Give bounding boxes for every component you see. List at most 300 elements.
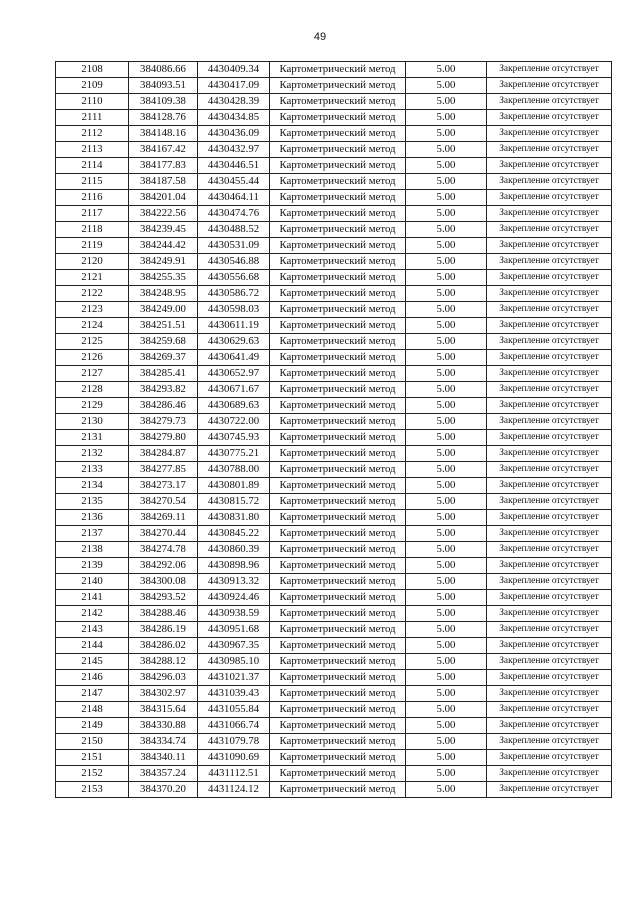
y-coordinate-cell: 4430689.63 bbox=[198, 398, 270, 414]
precision-cell: 5.00 bbox=[406, 174, 487, 190]
y-coordinate-cell: 4430898.96 bbox=[198, 558, 270, 574]
point-number-cell: 2124 bbox=[56, 318, 129, 334]
point-number-cell: 2151 bbox=[56, 750, 129, 766]
precision-cell: 5.00 bbox=[406, 110, 487, 126]
fixation-cell: Закрепление отсутствует bbox=[487, 286, 612, 302]
table-row bbox=[56, 510, 612, 526]
x-coordinate-cell: 384093.51 bbox=[129, 78, 198, 94]
method-cell: Картометрический метод bbox=[270, 190, 406, 206]
method-cell: Картометрический метод bbox=[270, 366, 406, 382]
x-coordinate-cell: 384248.95 bbox=[129, 286, 198, 302]
method-cell: Картометрический метод bbox=[270, 686, 406, 702]
table-row bbox=[56, 158, 612, 174]
table-row bbox=[56, 686, 612, 702]
table-row bbox=[56, 654, 612, 670]
y-coordinate-cell: 4430641.49 bbox=[198, 350, 270, 366]
table-row bbox=[56, 238, 612, 254]
y-coordinate-cell: 4430985.10 bbox=[198, 654, 270, 670]
method-cell: Картометрический метод bbox=[270, 110, 406, 126]
y-coordinate-cell: 4430598.03 bbox=[198, 302, 270, 318]
point-number-cell: 2143 bbox=[56, 622, 129, 638]
point-number-cell: 2145 bbox=[56, 654, 129, 670]
fixation-cell: Закрепление отсутствует bbox=[487, 574, 612, 590]
y-coordinate-cell: 4430586.72 bbox=[198, 286, 270, 302]
x-coordinate-cell: 384269.37 bbox=[129, 350, 198, 366]
x-coordinate-cell: 384167.42 bbox=[129, 142, 198, 158]
table-row bbox=[56, 526, 612, 542]
method-cell: Картометрический метод bbox=[270, 558, 406, 574]
table-row bbox=[56, 254, 612, 270]
method-cell: Картометрический метод bbox=[270, 238, 406, 254]
y-coordinate-cell: 4430455.44 bbox=[198, 174, 270, 190]
point-number-cell: 2148 bbox=[56, 702, 129, 718]
coordinates-table bbox=[55, 61, 612, 798]
precision-cell: 5.00 bbox=[406, 494, 487, 510]
point-number-cell: 2123 bbox=[56, 302, 129, 318]
fixation-cell: Закрепление отсутствует bbox=[487, 702, 612, 718]
method-cell: Картометрический метод bbox=[270, 430, 406, 446]
fixation-cell: Закрепление отсутствует bbox=[487, 494, 612, 510]
x-coordinate-cell: 384177.83 bbox=[129, 158, 198, 174]
method-cell: Картометрический метод bbox=[270, 734, 406, 750]
point-number-cell: 2134 bbox=[56, 478, 129, 494]
point-number-cell: 2108 bbox=[56, 62, 129, 78]
y-coordinate-cell: 4430951.68 bbox=[198, 622, 270, 638]
table-row bbox=[56, 222, 612, 238]
y-coordinate-cell: 4430432.97 bbox=[198, 142, 270, 158]
method-cell: Картометрический метод bbox=[270, 62, 406, 78]
fixation-cell: Закрепление отсутствует bbox=[487, 686, 612, 702]
point-number-cell: 2112 bbox=[56, 126, 129, 142]
page-number: 49 bbox=[313, 31, 327, 43]
precision-cell: 5.00 bbox=[406, 366, 487, 382]
fixation-cell: Закрепление отсутствует bbox=[487, 606, 612, 622]
point-number-cell: 2125 bbox=[56, 334, 129, 350]
point-number-cell: 2114 bbox=[56, 158, 129, 174]
fixation-cell: Закрепление отсутствует bbox=[487, 638, 612, 654]
table-row bbox=[56, 702, 612, 718]
method-cell: Картометрический метод bbox=[270, 94, 406, 110]
precision-cell: 5.00 bbox=[406, 94, 487, 110]
method-cell: Картометрический метод bbox=[270, 718, 406, 734]
method-cell: Картометрический метод bbox=[270, 654, 406, 670]
point-number-cell: 2139 bbox=[56, 558, 129, 574]
x-coordinate-cell: 384292.06 bbox=[129, 558, 198, 574]
method-cell: Картометрический метод bbox=[270, 542, 406, 558]
precision-cell: 5.00 bbox=[406, 718, 487, 734]
y-coordinate-cell: 4430967.35 bbox=[198, 638, 270, 654]
precision-cell: 5.00 bbox=[406, 478, 487, 494]
point-number-cell: 2144 bbox=[56, 638, 129, 654]
point-number-cell: 2136 bbox=[56, 510, 129, 526]
method-cell: Картометрический метод bbox=[270, 334, 406, 350]
fixation-cell: Закрепление отсутствует bbox=[487, 94, 612, 110]
point-number-cell: 2109 bbox=[56, 78, 129, 94]
y-coordinate-cell: 4430652.97 bbox=[198, 366, 270, 382]
y-coordinate-cell: 4430546.88 bbox=[198, 254, 270, 270]
table-row bbox=[56, 206, 612, 222]
method-cell: Картометрический метод bbox=[270, 414, 406, 430]
y-coordinate-cell: 4431021.37 bbox=[198, 670, 270, 686]
y-coordinate-cell: 4431112.51 bbox=[198, 766, 270, 782]
fixation-cell: Закрепление отсутствует bbox=[487, 558, 612, 574]
x-coordinate-cell: 384274.78 bbox=[129, 542, 198, 558]
table-row bbox=[56, 622, 612, 638]
point-number-cell: 2120 bbox=[56, 254, 129, 270]
y-coordinate-cell: 4430474.76 bbox=[198, 206, 270, 222]
fixation-cell: Закрепление отсутствует bbox=[487, 478, 612, 494]
x-coordinate-cell: 384279.73 bbox=[129, 414, 198, 430]
fixation-cell: Закрепление отсутствует bbox=[487, 542, 612, 558]
precision-cell: 5.00 bbox=[406, 62, 487, 78]
precision-cell: 5.00 bbox=[406, 206, 487, 222]
point-number-cell: 2127 bbox=[56, 366, 129, 382]
precision-cell: 5.00 bbox=[406, 318, 487, 334]
point-number-cell: 2129 bbox=[56, 398, 129, 414]
table-row bbox=[56, 430, 612, 446]
x-coordinate-cell: 384270.44 bbox=[129, 526, 198, 542]
table-row bbox=[56, 462, 612, 478]
x-coordinate-cell: 384279.80 bbox=[129, 430, 198, 446]
table-row bbox=[56, 142, 612, 158]
method-cell: Картометрический метод bbox=[270, 510, 406, 526]
x-coordinate-cell: 384249.00 bbox=[129, 302, 198, 318]
method-cell: Картометрический метод bbox=[270, 590, 406, 606]
point-number-cell: 2111 bbox=[56, 110, 129, 126]
table-row bbox=[56, 574, 612, 590]
table-row bbox=[56, 542, 612, 558]
method-cell: Картометрический метод bbox=[270, 670, 406, 686]
precision-cell: 5.00 bbox=[406, 750, 487, 766]
y-coordinate-cell: 4430556.68 bbox=[198, 270, 270, 286]
x-coordinate-cell: 384128.76 bbox=[129, 110, 198, 126]
point-number-cell: 2115 bbox=[56, 174, 129, 190]
table-row bbox=[56, 718, 612, 734]
table-row bbox=[56, 270, 612, 286]
precision-cell: 5.00 bbox=[406, 782, 487, 798]
x-coordinate-cell: 384284.87 bbox=[129, 446, 198, 462]
y-coordinate-cell: 4430722.00 bbox=[198, 414, 270, 430]
y-coordinate-cell: 4430745.93 bbox=[198, 430, 270, 446]
precision-cell: 5.00 bbox=[406, 238, 487, 254]
y-coordinate-cell: 4430913.32 bbox=[198, 574, 270, 590]
point-number-cell: 2153 bbox=[56, 782, 129, 798]
point-number-cell: 2137 bbox=[56, 526, 129, 542]
x-coordinate-cell: 384109.38 bbox=[129, 94, 198, 110]
fixation-cell: Закрепление отсутствует bbox=[487, 414, 612, 430]
y-coordinate-cell: 4430464.11 bbox=[198, 190, 270, 206]
method-cell: Картометрический метод bbox=[270, 494, 406, 510]
precision-cell: 5.00 bbox=[406, 270, 487, 286]
table-row bbox=[56, 366, 612, 382]
x-coordinate-cell: 384255.35 bbox=[129, 270, 198, 286]
y-coordinate-cell: 4431124.12 bbox=[198, 782, 270, 798]
method-cell: Картометрический метод bbox=[270, 142, 406, 158]
y-coordinate-cell: 4430434.85 bbox=[198, 110, 270, 126]
fixation-cell: Закрепление отсутствует bbox=[487, 254, 612, 270]
y-coordinate-cell: 4430417.09 bbox=[198, 78, 270, 94]
fixation-cell: Закрепление отсутствует bbox=[487, 206, 612, 222]
point-number-cell: 2146 bbox=[56, 670, 129, 686]
point-number-cell: 2141 bbox=[56, 590, 129, 606]
point-number-cell: 2131 bbox=[56, 430, 129, 446]
method-cell: Картометрический метод bbox=[270, 766, 406, 782]
x-coordinate-cell: 384300.08 bbox=[129, 574, 198, 590]
precision-cell: 5.00 bbox=[406, 622, 487, 638]
point-number-cell: 2110 bbox=[56, 94, 129, 110]
table-row bbox=[56, 782, 612, 798]
precision-cell: 5.00 bbox=[406, 574, 487, 590]
y-coordinate-cell: 4430446.51 bbox=[198, 158, 270, 174]
point-number-cell: 2149 bbox=[56, 718, 129, 734]
fixation-cell: Закрепление отсутствует bbox=[487, 238, 612, 254]
y-coordinate-cell: 4430611.19 bbox=[198, 318, 270, 334]
x-coordinate-cell: 384334.74 bbox=[129, 734, 198, 750]
x-coordinate-cell: 384251.51 bbox=[129, 318, 198, 334]
x-coordinate-cell: 384315.64 bbox=[129, 702, 198, 718]
method-cell: Картометрический метод bbox=[270, 78, 406, 94]
table-row bbox=[56, 414, 612, 430]
precision-cell: 5.00 bbox=[406, 286, 487, 302]
point-number-cell: 2142 bbox=[56, 606, 129, 622]
method-cell: Картометрический метод bbox=[270, 478, 406, 494]
method-cell: Картометрический метод bbox=[270, 158, 406, 174]
method-cell: Картометрический метод bbox=[270, 270, 406, 286]
x-coordinate-cell: 384288.12 bbox=[129, 654, 198, 670]
table-row bbox=[56, 286, 612, 302]
y-coordinate-cell: 4430775.21 bbox=[198, 446, 270, 462]
method-cell: Картометрический метод bbox=[270, 254, 406, 270]
y-coordinate-cell: 4430436.09 bbox=[198, 126, 270, 142]
point-number-cell: 2116 bbox=[56, 190, 129, 206]
precision-cell: 5.00 bbox=[406, 638, 487, 654]
y-coordinate-cell: 4430428.39 bbox=[198, 94, 270, 110]
y-coordinate-cell: 4430938.59 bbox=[198, 606, 270, 622]
point-number-cell: 2122 bbox=[56, 286, 129, 302]
x-coordinate-cell: 384340.11 bbox=[129, 750, 198, 766]
x-coordinate-cell: 384187.58 bbox=[129, 174, 198, 190]
fixation-cell: Закрепление отсутствует bbox=[487, 446, 612, 462]
fixation-cell: Закрепление отсутствует bbox=[487, 654, 612, 670]
fixation-cell: Закрепление отсутствует bbox=[487, 350, 612, 366]
precision-cell: 5.00 bbox=[406, 606, 487, 622]
fixation-cell: Закрепление отсутствует bbox=[487, 270, 612, 286]
fixation-cell: Закрепление отсутствует bbox=[487, 510, 612, 526]
x-coordinate-cell: 384148.16 bbox=[129, 126, 198, 142]
precision-cell: 5.00 bbox=[406, 158, 487, 174]
method-cell: Картометрический метод bbox=[270, 574, 406, 590]
y-coordinate-cell: 4430815.72 bbox=[198, 494, 270, 510]
x-coordinate-cell: 384286.46 bbox=[129, 398, 198, 414]
method-cell: Картометрический метод bbox=[270, 526, 406, 542]
precision-cell: 5.00 bbox=[406, 350, 487, 366]
fixation-cell: Закрепление отсутствует bbox=[487, 782, 612, 798]
fixation-cell: Закрепление отсутствует bbox=[487, 222, 612, 238]
method-cell: Картометрический метод bbox=[270, 606, 406, 622]
x-coordinate-cell: 384239.45 bbox=[129, 222, 198, 238]
fixation-cell: Закрепление отсутствует bbox=[487, 462, 612, 478]
fixation-cell: Закрепление отсутствует bbox=[487, 398, 612, 414]
method-cell: Картометрический метод bbox=[270, 622, 406, 638]
precision-cell: 5.00 bbox=[406, 558, 487, 574]
precision-cell: 5.00 bbox=[406, 142, 487, 158]
precision-cell: 5.00 bbox=[406, 670, 487, 686]
x-coordinate-cell: 384370.20 bbox=[129, 782, 198, 798]
precision-cell: 5.00 bbox=[406, 686, 487, 702]
method-cell: Картометрический метод bbox=[270, 782, 406, 798]
x-coordinate-cell: 384330.88 bbox=[129, 718, 198, 734]
fixation-cell: Закрепление отсутствует bbox=[487, 62, 612, 78]
x-coordinate-cell: 384269.11 bbox=[129, 510, 198, 526]
precision-cell: 5.00 bbox=[406, 734, 487, 750]
table-row bbox=[56, 446, 612, 462]
fixation-cell: Закрепление отсутствует bbox=[487, 78, 612, 94]
table-row bbox=[56, 494, 612, 510]
y-coordinate-cell: 4430801.89 bbox=[198, 478, 270, 494]
fixation-cell: Закрепление отсутствует bbox=[487, 622, 612, 638]
method-cell: Картометрический метод bbox=[270, 638, 406, 654]
fixation-cell: Закрепление отсутствует bbox=[487, 190, 612, 206]
y-coordinate-cell: 4430924.46 bbox=[198, 590, 270, 606]
precision-cell: 5.00 bbox=[406, 446, 487, 462]
precision-cell: 5.00 bbox=[406, 302, 487, 318]
table-row bbox=[56, 302, 612, 318]
fixation-cell: Закрепление отсутствует bbox=[487, 430, 612, 446]
fixation-cell: Закрепление отсутствует bbox=[487, 526, 612, 542]
method-cell: Картометрический метод bbox=[270, 222, 406, 238]
y-coordinate-cell: 4431055.84 bbox=[198, 702, 270, 718]
point-number-cell: 2140 bbox=[56, 574, 129, 590]
point-number-cell: 2147 bbox=[56, 686, 129, 702]
coordinates-table-body bbox=[56, 62, 612, 798]
table-row bbox=[56, 558, 612, 574]
x-coordinate-cell: 384286.02 bbox=[129, 638, 198, 654]
y-coordinate-cell: 4430409.34 bbox=[198, 62, 270, 78]
x-coordinate-cell: 384273.17 bbox=[129, 478, 198, 494]
table-row bbox=[56, 766, 612, 782]
fixation-cell: Закрепление отсутствует bbox=[487, 750, 612, 766]
table-row bbox=[56, 606, 612, 622]
precision-cell: 5.00 bbox=[406, 542, 487, 558]
x-coordinate-cell: 384249.91 bbox=[129, 254, 198, 270]
fixation-cell: Закрепление отсутствует bbox=[487, 318, 612, 334]
point-number-cell: 2113 bbox=[56, 142, 129, 158]
x-coordinate-cell: 384302.97 bbox=[129, 686, 198, 702]
fixation-cell: Закрепление отсутствует bbox=[487, 590, 612, 606]
method-cell: Картометрический метод bbox=[270, 702, 406, 718]
table-row bbox=[56, 590, 612, 606]
method-cell: Картометрический метод bbox=[270, 462, 406, 478]
method-cell: Картометрический метод bbox=[270, 750, 406, 766]
table-row bbox=[56, 94, 612, 110]
table-row bbox=[56, 638, 612, 654]
fixation-cell: Закрепление отсутствует bbox=[487, 110, 612, 126]
x-coordinate-cell: 384086.66 bbox=[129, 62, 198, 78]
method-cell: Картометрический метод bbox=[270, 398, 406, 414]
y-coordinate-cell: 4430488.52 bbox=[198, 222, 270, 238]
y-coordinate-cell: 4431079.78 bbox=[198, 734, 270, 750]
table-row bbox=[56, 190, 612, 206]
x-coordinate-cell: 384288.46 bbox=[129, 606, 198, 622]
table-row bbox=[56, 174, 612, 190]
y-coordinate-cell: 4430788.00 bbox=[198, 462, 270, 478]
method-cell: Картометрический метод bbox=[270, 302, 406, 318]
fixation-cell: Закрепление отсутствует bbox=[487, 734, 612, 750]
y-coordinate-cell: 4431090.69 bbox=[198, 750, 270, 766]
point-number-cell: 2130 bbox=[56, 414, 129, 430]
x-coordinate-cell: 384296.03 bbox=[129, 670, 198, 686]
precision-cell: 5.00 bbox=[406, 590, 487, 606]
precision-cell: 5.00 bbox=[406, 78, 487, 94]
fixation-cell: Закрепление отсутствует bbox=[487, 766, 612, 782]
point-number-cell: 2117 bbox=[56, 206, 129, 222]
x-coordinate-cell: 384244.42 bbox=[129, 238, 198, 254]
point-number-cell: 2126 bbox=[56, 350, 129, 366]
x-coordinate-cell: 384286.19 bbox=[129, 622, 198, 638]
x-coordinate-cell: 384285.41 bbox=[129, 366, 198, 382]
precision-cell: 5.00 bbox=[406, 702, 487, 718]
fixation-cell: Закрепление отсутствует bbox=[487, 718, 612, 734]
point-number-cell: 2150 bbox=[56, 734, 129, 750]
x-coordinate-cell: 384293.82 bbox=[129, 382, 198, 398]
method-cell: Картометрический метод bbox=[270, 318, 406, 334]
precision-cell: 5.00 bbox=[406, 766, 487, 782]
point-number-cell: 2152 bbox=[56, 766, 129, 782]
method-cell: Картометрический метод bbox=[270, 286, 406, 302]
y-coordinate-cell: 4430629.63 bbox=[198, 334, 270, 350]
point-number-cell: 2119 bbox=[56, 238, 129, 254]
precision-cell: 5.00 bbox=[406, 430, 487, 446]
table-row bbox=[56, 670, 612, 686]
y-coordinate-cell: 4431039.43 bbox=[198, 686, 270, 702]
x-coordinate-cell: 384357.24 bbox=[129, 766, 198, 782]
method-cell: Картометрический метод bbox=[270, 126, 406, 142]
y-coordinate-cell: 4430671.67 bbox=[198, 382, 270, 398]
fixation-cell: Закрепление отсутствует bbox=[487, 142, 612, 158]
table-row bbox=[56, 382, 612, 398]
method-cell: Картометрический метод bbox=[270, 446, 406, 462]
point-number-cell: 2121 bbox=[56, 270, 129, 286]
point-number-cell: 2135 bbox=[56, 494, 129, 510]
precision-cell: 5.00 bbox=[406, 462, 487, 478]
precision-cell: 5.00 bbox=[406, 414, 487, 430]
precision-cell: 5.00 bbox=[406, 382, 487, 398]
method-cell: Картометрический метод bbox=[270, 350, 406, 366]
fixation-cell: Закрепление отсутствует bbox=[487, 158, 612, 174]
table-row bbox=[56, 750, 612, 766]
table-row bbox=[56, 126, 612, 142]
method-cell: Картометрический метод bbox=[270, 174, 406, 190]
y-coordinate-cell: 4431066.74 bbox=[198, 718, 270, 734]
precision-cell: 5.00 bbox=[406, 190, 487, 206]
table-row bbox=[56, 350, 612, 366]
point-number-cell: 2118 bbox=[56, 222, 129, 238]
precision-cell: 5.00 bbox=[406, 526, 487, 542]
fixation-cell: Закрепление отсутствует bbox=[487, 302, 612, 318]
point-number-cell: 2133 bbox=[56, 462, 129, 478]
table-row bbox=[56, 110, 612, 126]
table-row bbox=[56, 334, 612, 350]
table-row bbox=[56, 734, 612, 750]
table-row bbox=[56, 318, 612, 334]
y-coordinate-cell: 4430845.22 bbox=[198, 526, 270, 542]
fixation-cell: Закрепление отсутствует bbox=[487, 366, 612, 382]
precision-cell: 5.00 bbox=[406, 334, 487, 350]
fixation-cell: Закрепление отсутствует bbox=[487, 382, 612, 398]
y-coordinate-cell: 4430531.09 bbox=[198, 238, 270, 254]
fixation-cell: Закрепление отсутствует bbox=[487, 670, 612, 686]
table-row bbox=[56, 478, 612, 494]
